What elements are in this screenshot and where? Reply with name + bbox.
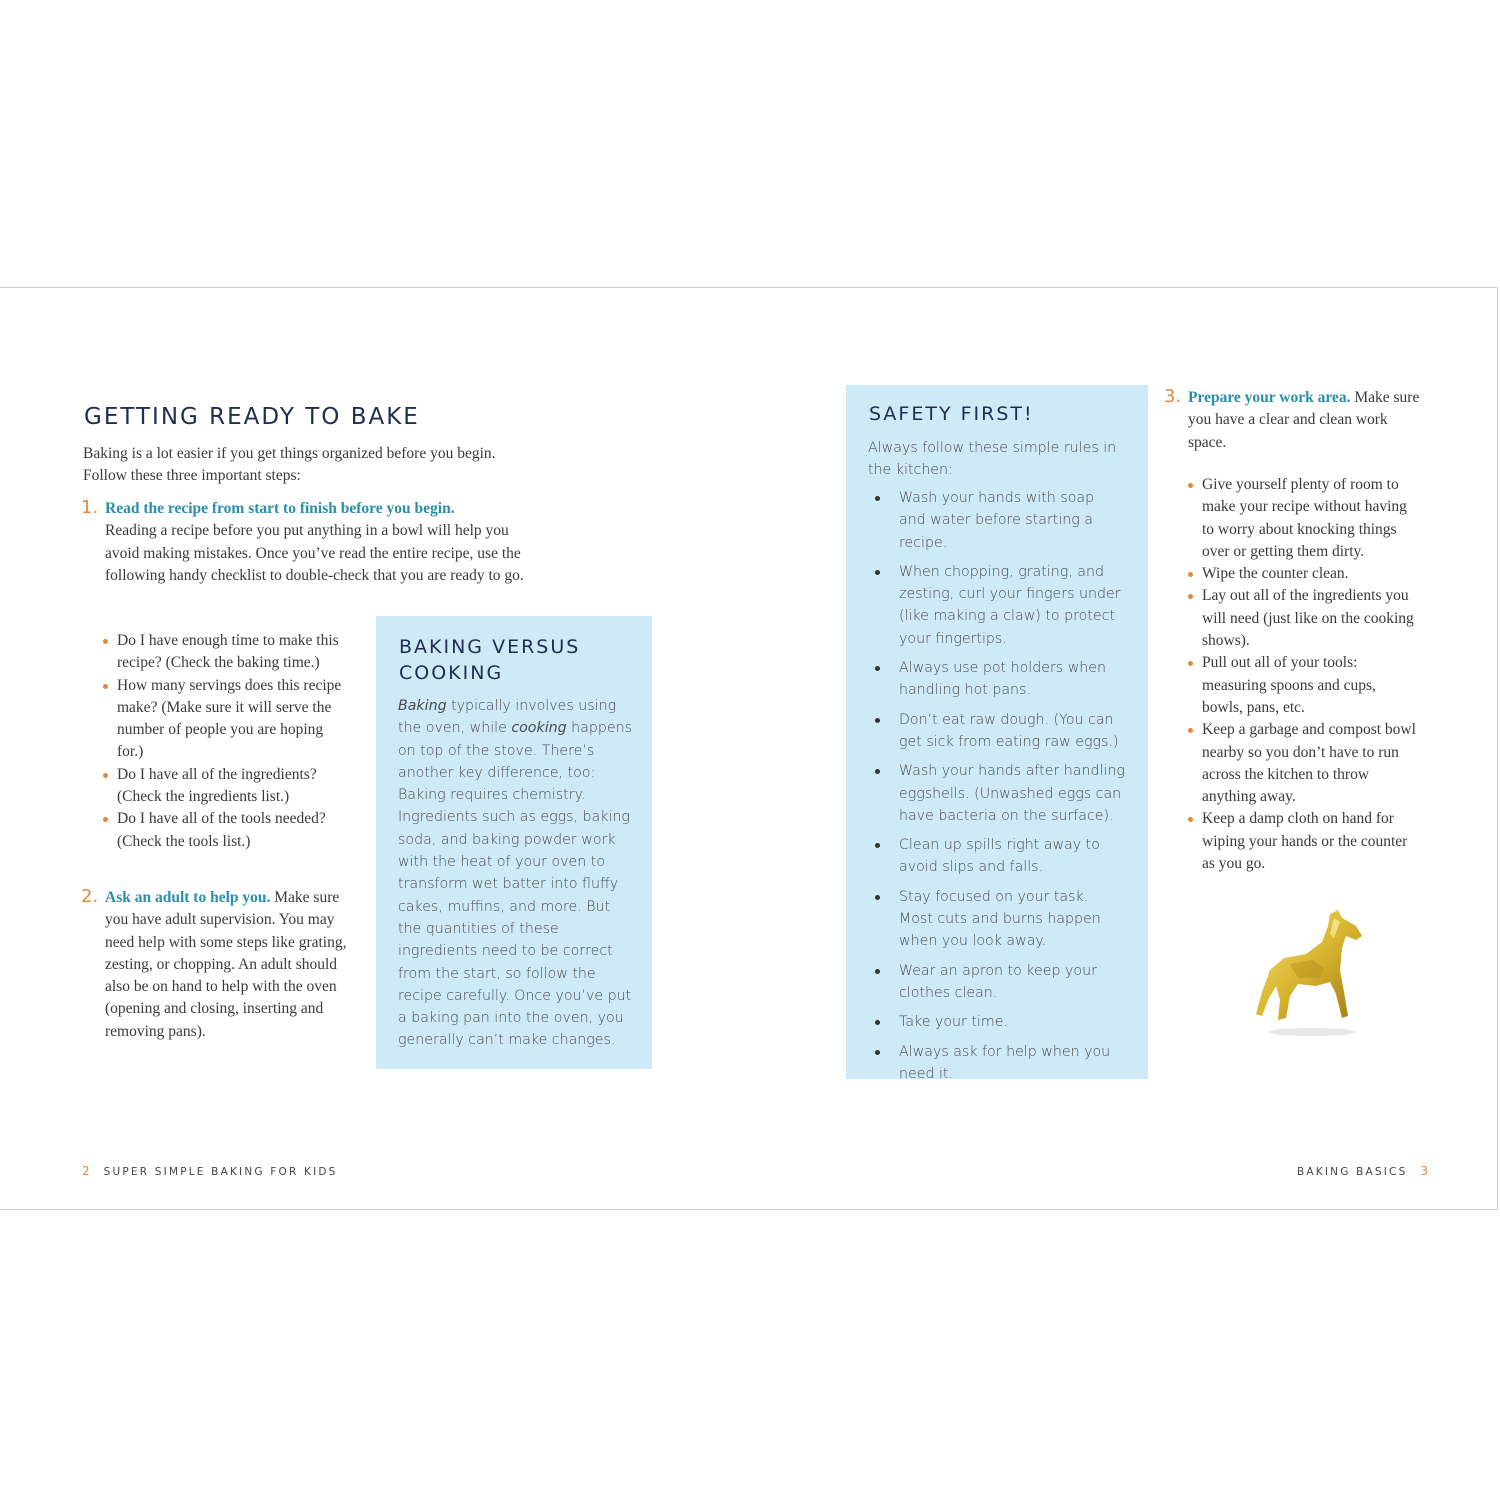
running-title: SUPER SIMPLE BAKING FOR KIDS (103, 1166, 338, 1178)
gold-horse-icon (1250, 908, 1370, 1038)
sidebar-heading: BAKING VERSUS COOKING (399, 636, 581, 684)
step-1 (81, 497, 540, 587)
step-3 (1164, 386, 1420, 454)
list-item: Keep a garbage and compost bowl nearby so you don’t have to run across the kitchen to throw anything away. (1188, 719, 1416, 808)
baking-vs-cooking-sidebar (376, 616, 652, 1069)
page-heading: GETTING READY TO BAKE (84, 404, 420, 430)
step-1-title: Read the recipe from start to finish before you begin. (105, 500, 455, 517)
list-item: When chopping, grating, and zesting, curl your fingers under (like making a claw) to protect your fingertips. (869, 561, 1125, 650)
term-baking: Baking (398, 698, 447, 714)
list-item: Do I have all of the tools needed? (Check the tools list.) (103, 808, 345, 853)
intro-text: Baking is a lot easier if you get things organized before you begin. Follow these three important steps: (83, 445, 496, 485)
list-item: Always ask for help when you need it. (869, 1041, 1125, 1086)
list-item: Wear an apron to keep your clothes clean. (869, 960, 1125, 1005)
right-footer (1297, 1162, 1428, 1180)
step-1-body: Reading a recipe before you put anything in a bowl will help you avoid making mistakes. Once you’ve read the entire recipe, use the following handy checklist to double-check that you are ready to go. (105, 522, 524, 584)
list-item: Lay out all of the ingredients you will need (just like on the cooking shows). (1188, 585, 1416, 652)
list-item: Give yourself plenty of room to make your recipe without having to worry about knocking things over or getting them dirty. (1188, 474, 1416, 563)
page-number: 3 (1420, 1164, 1429, 1178)
list-item: Wipe the counter clean. (1188, 563, 1416, 585)
step-2 (81, 886, 360, 1043)
list-item: Wash your hands with soap and water before starting a recipe. (869, 487, 1125, 554)
list-item: Always use pot holders when handling hot pans. (869, 657, 1125, 702)
running-title: BAKING BASICS (1297, 1166, 1408, 1178)
page-number: 2 (82, 1164, 90, 1178)
step-3-title: Prepare your work area. (1188, 389, 1351, 406)
list-item: Stay focused on your task. Most cuts and burns happen when you look away. (869, 886, 1125, 953)
term-cooking: cooking (511, 720, 567, 737)
list-item: Keep a damp cloth on hand for wiping your hands or the counter as you go. (1188, 808, 1416, 875)
list-item: Do I have enough time to make this recipe? (Check the baking time.) (103, 630, 345, 675)
safety-first-box (846, 385, 1148, 1082)
step-2-number: 2. (81, 886, 99, 907)
list-item: How many servings does this recipe make? (Make sure it will serve the number of people you are hoping for.) (103, 675, 345, 764)
step-2-title: Ask an adult to help you. (105, 889, 271, 906)
checklist (103, 630, 345, 853)
list-item: Pull out all of your tools: measuring spoons and cups, bowls, pans, etc. (1188, 652, 1416, 719)
work-area-list (1188, 474, 1416, 875)
step-3-body: Make sure you have a clear and clean work space. (1188, 389, 1420, 451)
step-3-number: 3. (1164, 386, 1182, 407)
list-item: Don’t eat raw dough. (You can get sick from eating raw eggs.) (869, 709, 1125, 754)
safety-intro: Always follow these simple rules in the kitchen: (868, 440, 1117, 479)
list-item: Do I have all of the ingredients? (Check the ingredients list.) (103, 764, 345, 809)
step-2-body: Make sure you have adult supervision. You may need help with some steps like grating, zesting, or chopping. An adult should also be on hand to help with the oven (opening and closing, inserting and removing pans). (105, 889, 347, 1040)
safety-rules (869, 487, 1125, 1092)
safety-heading: SAFETY FIRST! (869, 403, 1034, 425)
step-1-number: 1. (81, 497, 99, 518)
list-item: Clean up spills right away to avoid slips and falls. (869, 834, 1125, 879)
left-footer (82, 1162, 338, 1180)
list-item: Take your time. (869, 1011, 1125, 1033)
list-item: Wash your hands after handling eggshells. (Unwashed eggs can have bacteria on the surface). (869, 760, 1125, 827)
sidebar-text: Baking typically involves using the oven, while cooking happens on top of the stove. There’s another key difference, too: Baking requires chemistry. Ingredients such as eggs, baking soda, and baking powder work with the heat of your oven to transform wet batter into fluffy cakes, muffins, and more. But the quantities of these ingredients need to be correct from the start, so follow the recipe carefully. Once you’ve put a baking pan into the oven, you generally can’t make changes. (398, 698, 632, 1049)
